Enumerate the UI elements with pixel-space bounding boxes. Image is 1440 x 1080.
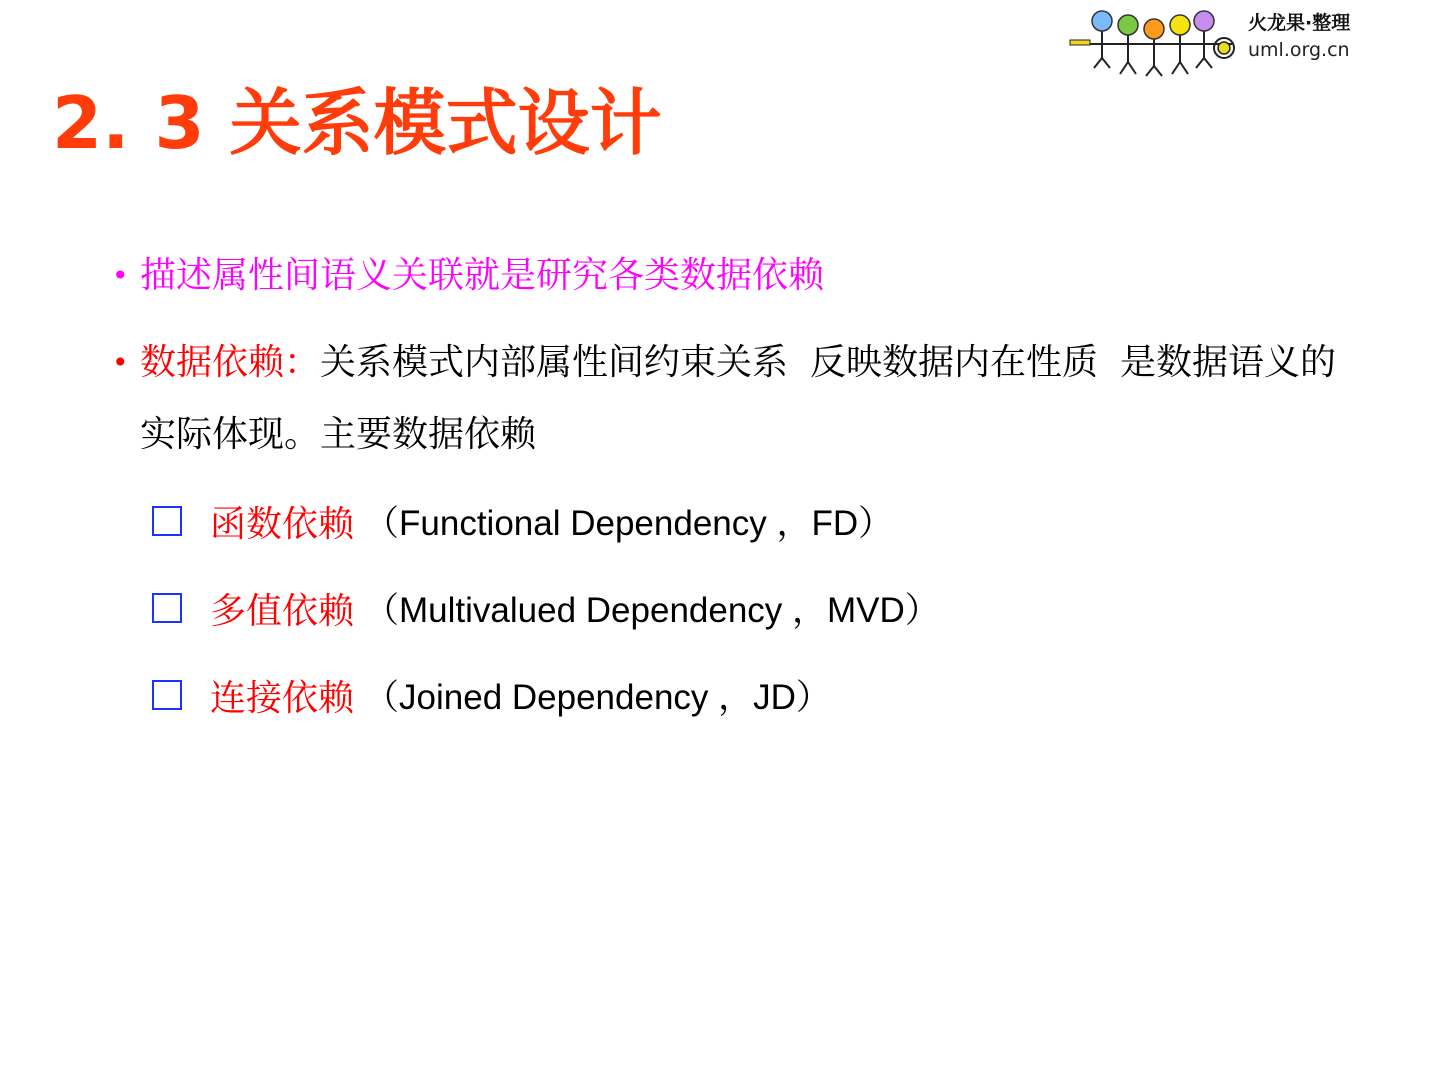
sub-item-functional xyxy=(152,496,893,546)
logo-text xyxy=(1248,14,1350,60)
bullet-part-3: 是数据语义的实际体现。主要数据依赖 xyxy=(140,342,1337,455)
sub-item-name: 多值依赖 xyxy=(210,590,355,632)
bullet-part-2: 反映数据内在性质 xyxy=(810,342,1099,383)
sub-item-english: （Multivalued Dependency ，MVD） xyxy=(364,591,940,630)
logo-domain: uml.org.cn xyxy=(1248,39,1350,61)
bullet-part-1: 关系模式内部属性间约束关系 xyxy=(320,342,789,383)
sub-item-english: （Joined Dependency ，JD） xyxy=(364,678,831,717)
logo xyxy=(1064,6,1364,82)
bullet-text: 描述属性间语义关联就是研究各类数据依赖 xyxy=(140,255,825,296)
bullet-item xyxy=(112,240,1342,312)
sub-item-english: （Functional Dependency ，FD） xyxy=(364,504,894,543)
checkbox-icon xyxy=(152,680,182,710)
sub-item-name: 函数依赖 xyxy=(210,503,355,545)
bullet-text xyxy=(140,327,1342,471)
checkbox-icon xyxy=(152,506,182,536)
stick-figures-icon xyxy=(1064,6,1244,82)
logo-title: 火龙果·整理 xyxy=(1248,12,1351,34)
bullet-item xyxy=(112,327,1342,471)
bullet-dot-icon: • xyxy=(112,259,129,292)
bullet-term: 数据依赖： xyxy=(140,342,321,383)
sub-item-joined xyxy=(152,670,831,720)
checkbox-icon xyxy=(152,593,182,623)
sub-item-name: 连接依赖 xyxy=(210,677,355,719)
sub-item-multivalued xyxy=(152,583,940,633)
bullet-dot-icon: • xyxy=(112,346,129,379)
slide-title: 2. 3 关系模式设计 xyxy=(52,81,662,165)
